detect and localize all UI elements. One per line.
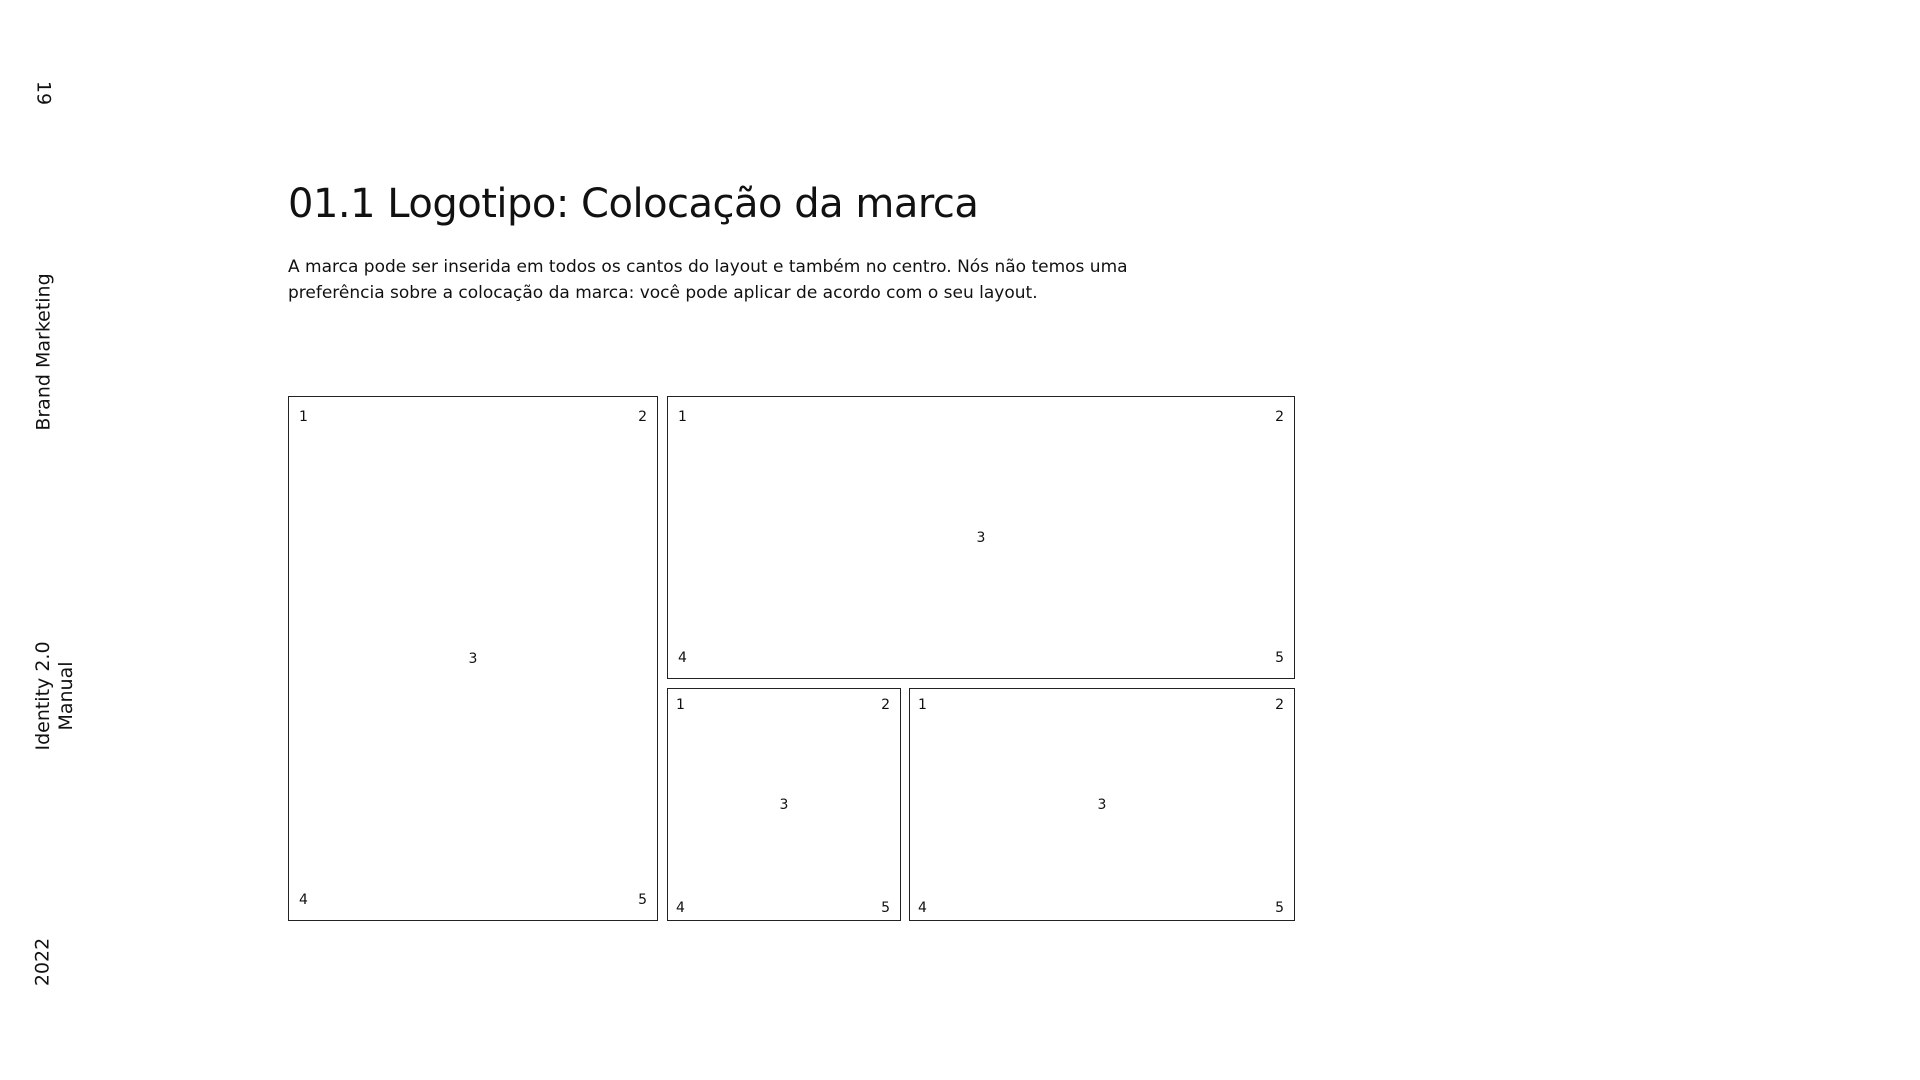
position-label-center: 3 bbox=[1097, 796, 1107, 813]
identity-line-2: Manual bbox=[55, 661, 77, 731]
position-label-top-right: 2 bbox=[1275, 697, 1284, 713]
identity-line-1: Identity 2.0 bbox=[32, 641, 54, 751]
position-label-bottom-left: 4 bbox=[676, 900, 685, 916]
position-label-bottom-left: 4 bbox=[299, 892, 308, 908]
position-label-top-right: 2 bbox=[638, 409, 647, 425]
layout-frame-landscape bbox=[667, 396, 1295, 679]
position-label-bottom-left: 4 bbox=[678, 650, 687, 666]
layout-frame-portrait bbox=[288, 396, 658, 921]
position-label-bottom-right: 5 bbox=[881, 900, 890, 916]
page-title: 01.1 Logotipo: Colocação da marca bbox=[288, 181, 979, 227]
position-label-top-left: 1 bbox=[678, 409, 687, 425]
layout-frame-medium bbox=[909, 688, 1295, 921]
position-label-top-right: 2 bbox=[1275, 409, 1284, 425]
position-label-top-right: 2 bbox=[881, 697, 890, 713]
position-label-bottom-right: 5 bbox=[1275, 900, 1284, 916]
position-label-top-left: 1 bbox=[676, 697, 685, 713]
position-label-top-left: 1 bbox=[918, 697, 927, 713]
position-label-bottom-right: 5 bbox=[638, 892, 647, 908]
position-label-center: 3 bbox=[976, 529, 986, 546]
position-label-top-left: 1 bbox=[299, 409, 308, 425]
sidebar-identity-label bbox=[32, 641, 78, 750]
position-label-center: 3 bbox=[779, 796, 789, 813]
layout-frame-small bbox=[667, 688, 901, 921]
page-number: 19 bbox=[32, 80, 55, 106]
sidebar-brand-label: Brand Marketing bbox=[32, 273, 55, 431]
sidebar-year-label: 2022 bbox=[31, 937, 54, 987]
position-label-center: 3 bbox=[468, 650, 478, 667]
position-label-bottom-right: 5 bbox=[1275, 650, 1284, 666]
position-label-bottom-left: 4 bbox=[918, 900, 927, 916]
page-description: A marca pode ser inserida em todos os cantos do layout e também no centro. Nós não temos uma preferência sobre a colocação da marca: você pode aplicar de acordo com o seu layout. bbox=[288, 257, 1128, 303]
